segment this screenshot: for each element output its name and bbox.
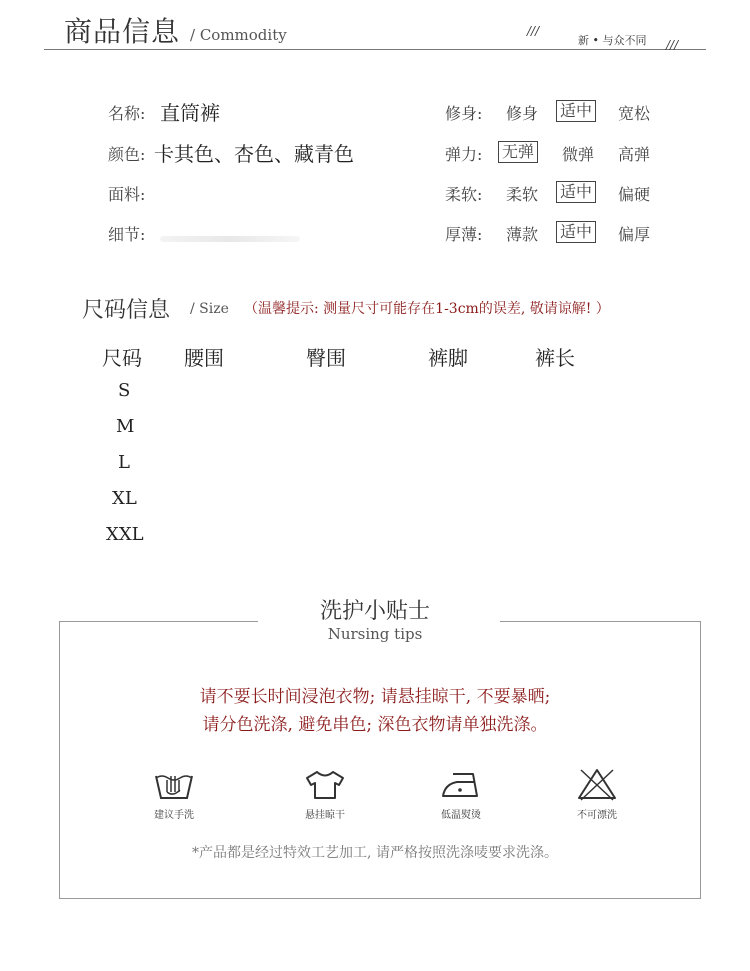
- care-footer-note: *产品都是经过特效工艺加工, 请严格按照洗涤唛要求洗涤。: [192, 845, 558, 861]
- elasticity-option-2: 微弹: [562, 145, 595, 164]
- header-slash-left: ///: [527, 24, 540, 38]
- size-header-length: 裤长: [535, 346, 575, 370]
- thickness-option-3: 偏厚: [618, 225, 651, 244]
- thickness-label: 厚薄:: [445, 225, 483, 244]
- softness-label: 柔软:: [445, 185, 483, 204]
- size-row-m: M: [116, 416, 135, 437]
- softness-option-3: 偏硬: [618, 185, 651, 204]
- size-header-waist: 腰围: [184, 346, 224, 370]
- hand-wash-icon: [152, 766, 196, 802]
- size-section-title: 尺码信息: [82, 298, 171, 323]
- care-instruction-line-2: 请分色洗涤, 避免串色; 深色衣物请单独洗涤。: [202, 715, 548, 735]
- no-bleach-label: 不可漂洗: [577, 810, 617, 821]
- fit-label: 修身:: [445, 104, 483, 123]
- hand-wash-label: 建议手洗: [154, 810, 194, 821]
- hang-dry-label: 悬挂晾干: [305, 810, 345, 821]
- size-header-size: 尺码: [102, 346, 142, 370]
- care-title: 洗护小贴士: [319, 599, 430, 624]
- size-row-xxl: XXL: [106, 524, 144, 545]
- detail-redacted-value: [160, 236, 300, 242]
- size-header-hem: 裤脚: [428, 346, 468, 370]
- detail-label: 细节:: [108, 225, 146, 244]
- hang-dry-item: [285, 766, 365, 821]
- size-section-subtitle: / Size: [190, 301, 229, 317]
- page-title: 商品信息: [64, 15, 181, 48]
- fit-option-1: 修身: [506, 104, 539, 123]
- softness-option-2-selected: 适中: [556, 181, 596, 203]
- care-instruction-line-1: 请不要长时间浸泡衣物; 请悬挂晾干, 不要暴晒;: [199, 687, 551, 707]
- thickness-option-1: 薄款: [506, 225, 539, 244]
- fit-option-2-selected: 适中: [556, 100, 596, 122]
- color-value: 卡其色、杏色、藏青色: [154, 142, 354, 166]
- header-slash-right: ///: [666, 38, 679, 52]
- size-row-s: S: [118, 380, 131, 401]
- elasticity-option-3: 高弹: [618, 145, 651, 164]
- color-label: 颜色:: [108, 145, 146, 164]
- hang-dry-icon: [303, 766, 347, 802]
- name-value: 直筒裤: [160, 101, 220, 125]
- size-header-hip: 臀围: [306, 346, 346, 370]
- name-label: 名称:: [108, 104, 146, 123]
- fit-option-3: 宽松: [618, 104, 651, 123]
- softness-option-1: 柔软: [506, 185, 539, 204]
- low-iron-icon: [439, 766, 483, 802]
- header-tag: 新 • 与众不同: [578, 34, 647, 47]
- care-subtitle: Nursing tips: [327, 625, 423, 643]
- low-iron-label: 低温熨烫: [441, 810, 481, 821]
- thickness-option-2-selected: 适中: [556, 221, 596, 243]
- elasticity-option-1-selected: 无弹: [498, 141, 538, 163]
- fabric-label: 面料:: [108, 185, 146, 204]
- page-subtitle: / Commodity: [190, 26, 287, 44]
- no-bleach-icon: [575, 766, 619, 802]
- header-divider: [44, 49, 706, 50]
- low-iron-item: [421, 766, 501, 821]
- hand-wash-item: [134, 766, 214, 821]
- size-row-xl: XL: [112, 488, 137, 509]
- elasticity-label: 弹力:: [445, 145, 483, 164]
- no-bleach-item: [557, 766, 637, 821]
- size-tip: （温馨提示: 测量尺寸可能存在1-3cm的误差, 敬请谅解! ）: [244, 301, 610, 317]
- size-row-l: L: [118, 452, 130, 473]
